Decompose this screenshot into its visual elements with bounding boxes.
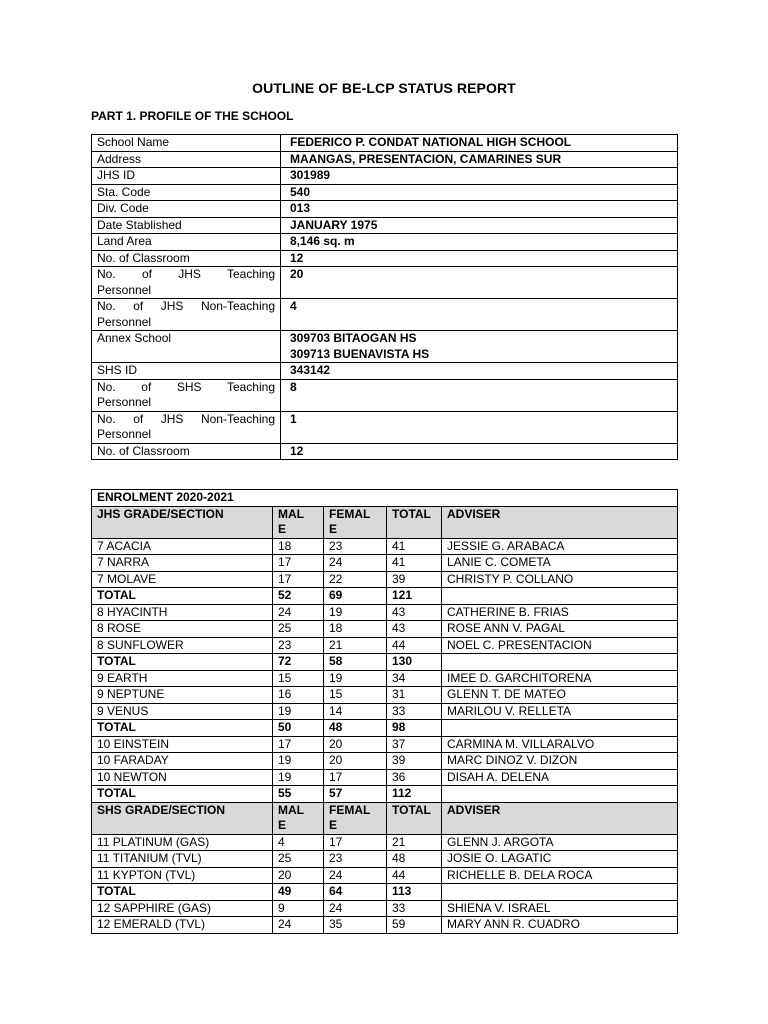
cell-male: 25 — [273, 621, 324, 638]
header-female — [324, 802, 387, 834]
cell-section: 7 MOLAVE — [92, 571, 273, 588]
cell-section: 9 NEPTUNE — [92, 687, 273, 704]
table-row — [92, 900, 678, 917]
header-total: TOTAL — [387, 506, 442, 538]
profile-label: School Name — [92, 135, 281, 152]
cell-male: 49 — [273, 884, 324, 901]
profile-value: 1 — [281, 411, 678, 443]
cell-section: 11 TITANIUM (TVL) — [92, 851, 273, 868]
cell-adviser: DISAH A. DELENA — [442, 769, 678, 786]
table-row — [92, 604, 678, 621]
header-female-line1: FEMAL — [329, 506, 371, 521]
cell-male: 52 — [273, 588, 324, 605]
profile-value: 8,146 sq. m — [281, 234, 678, 251]
cell-adviser: CARMINA M. VILLARALVO — [442, 736, 678, 753]
cell-adviser: GLENN J. ARGOTA — [442, 834, 678, 851]
header-female-line2: E — [329, 522, 338, 536]
cell-adviser: CATHERINE B. FRIAS — [442, 604, 678, 621]
header-male-line2: E — [278, 818, 287, 832]
cell-female: 17 — [324, 834, 387, 851]
header-adviser: ADVISER — [442, 506, 678, 538]
profile-row — [92, 267, 678, 299]
cell-total: 33 — [387, 900, 442, 917]
profile-label — [92, 379, 281, 411]
cell-adviser — [442, 884, 678, 901]
profile-row — [92, 151, 678, 168]
profile-label: JHS ID — [92, 168, 281, 185]
cell-section: 12 SAPPHIRE (GAS) — [92, 900, 273, 917]
cell-total: 33 — [387, 703, 442, 720]
cell-female: 19 — [324, 670, 387, 687]
table-row — [92, 670, 678, 687]
cell-total: 37 — [387, 736, 442, 753]
cell-female: 64 — [324, 884, 387, 901]
profile-label-line2: Personnel — [97, 282, 152, 297]
cell-male: 9 — [273, 900, 324, 917]
header-male-line2: E — [278, 522, 287, 536]
cell-male: 24 — [273, 604, 324, 621]
table-row — [92, 637, 678, 654]
header-total: TOTAL — [387, 802, 442, 834]
profile-row — [92, 331, 678, 363]
profile-value: 013 — [281, 201, 678, 218]
cell-male: 50 — [273, 720, 324, 737]
cell-adviser: GLENN T. DE MATEO — [442, 687, 678, 704]
table-row — [92, 917, 678, 934]
cell-female: 24 — [324, 555, 387, 572]
profile-value: 12 — [281, 250, 678, 267]
profile-label: No. of Classroom — [92, 250, 281, 267]
cell-total: 36 — [387, 769, 442, 786]
cell-adviser: CHRISTY P. COLLANO — [442, 571, 678, 588]
cell-adviser: LANIE C. COMETA — [442, 555, 678, 572]
cell-female: 21 — [324, 637, 387, 654]
profile-label: Sta. Code — [92, 184, 281, 201]
cell-adviser: ROSE ANN V. PAGAL — [442, 621, 678, 638]
cell-male: 4 — [273, 834, 324, 851]
cell-adviser: MARILOU V. RELLETA — [442, 703, 678, 720]
table-row — [92, 687, 678, 704]
profile-value: JANUARY 1975 — [281, 217, 678, 234]
header-male — [273, 506, 324, 538]
profile-label: No. of Classroom — [92, 443, 281, 460]
cell-total: 98 — [387, 720, 442, 737]
profile-label-line1: No. of JHS Teaching — [97, 267, 275, 281]
profile-label-line2: Personnel — [97, 427, 152, 441]
cell-female: 58 — [324, 654, 387, 671]
profile-label: Address — [92, 151, 281, 168]
cell-total: 44 — [387, 867, 442, 884]
profile-label — [92, 267, 281, 299]
profile-value: 12 — [281, 443, 678, 460]
profile-label: Annex School — [92, 331, 281, 363]
cell-adviser: NOEL C. PRESENTACION — [442, 637, 678, 654]
cell-adviser: MARY ANN R. CUADRO — [442, 917, 678, 934]
cell-total: 21 — [387, 834, 442, 851]
cell-total: 130 — [387, 654, 442, 671]
enrolment-table — [91, 489, 678, 934]
profile-row — [92, 363, 678, 380]
cell-male: 16 — [273, 687, 324, 704]
profile-label-line2: Personnel — [97, 314, 152, 329]
profile-value: 8 — [281, 379, 678, 411]
cell-total: 59 — [387, 917, 442, 934]
profile-label-line1: No. of SHS Teaching — [97, 379, 275, 394]
profile-label: Div. Code — [92, 201, 281, 218]
cell-male: 23 — [273, 637, 324, 654]
profile-row — [92, 135, 678, 152]
school-profile-table — [91, 134, 678, 460]
profile-value: 343142 — [281, 363, 678, 380]
cell-female: 48 — [324, 720, 387, 737]
cell-female: 15 — [324, 687, 387, 704]
total-row — [92, 588, 678, 605]
table-row — [92, 851, 678, 868]
profile-row — [92, 411, 678, 443]
cell-section: TOTAL — [92, 786, 273, 803]
cell-male: 19 — [273, 769, 324, 786]
total-row — [92, 720, 678, 737]
cell-male: 17 — [273, 555, 324, 572]
cell-total: 39 — [387, 753, 442, 770]
cell-female: 57 — [324, 786, 387, 803]
cell-section: 7 ACACIA — [92, 538, 273, 555]
profile-value: 301989 — [281, 168, 678, 185]
table-row — [92, 834, 678, 851]
cell-adviser — [442, 654, 678, 671]
cell-male: 24 — [273, 917, 324, 934]
profile-row — [92, 299, 678, 331]
cell-section: 9 VENUS — [92, 703, 273, 720]
profile-label: Date Stablished — [92, 217, 281, 234]
table-row — [92, 555, 678, 572]
cell-section: 11 KYPTON (TVL) — [92, 867, 273, 884]
cell-adviser — [442, 588, 678, 605]
header-male-line1: MAL — [278, 802, 304, 817]
cell-total: 44 — [387, 637, 442, 654]
header-female-line2: E — [329, 818, 338, 832]
total-row — [92, 654, 678, 671]
profile-row — [92, 250, 678, 267]
cell-total: 48 — [387, 851, 442, 868]
profile-label-line1: No. of JHS Non-Teaching — [97, 411, 275, 426]
cell-section: TOTAL — [92, 654, 273, 671]
cell-section: 7 NARRA — [92, 555, 273, 572]
total-row — [92, 884, 678, 901]
profile-value: 4 — [281, 299, 678, 331]
profile-label — [92, 299, 281, 331]
table-row — [92, 769, 678, 786]
cell-female: 18 — [324, 621, 387, 638]
table-row — [92, 703, 678, 720]
cell-total: 34 — [387, 670, 442, 687]
cell-section: 10 NEWTON — [92, 769, 273, 786]
profile-row — [92, 234, 678, 251]
cell-adviser: IMEE D. GARCHITORENA — [442, 670, 678, 687]
cell-male: 17 — [273, 736, 324, 753]
profile-value: MAANGAS, PRESENTACION, CAMARINES SUR — [281, 151, 678, 168]
profile-value: FEDERICO P. CONDAT NATIONAL HIGH SCHOOL — [281, 135, 678, 152]
enrolment-title: ENROLMENT 2020-2021 — [92, 490, 678, 507]
cell-total: 43 — [387, 604, 442, 621]
cell-female: 35 — [324, 917, 387, 934]
cell-adviser — [442, 720, 678, 737]
profile-label — [92, 411, 281, 443]
table-row — [92, 538, 678, 555]
header-section: JHS GRADE/SECTION — [92, 506, 273, 538]
table-row — [92, 753, 678, 770]
cell-total: 39 — [387, 571, 442, 588]
cell-female: 24 — [324, 900, 387, 917]
cell-male: 55 — [273, 786, 324, 803]
document-title: OUTLINE OF BE-LCP STATUS REPORT — [252, 80, 516, 96]
cell-section: 10 FARADAY — [92, 753, 273, 770]
cell-adviser: MARC DINOZ V. DIZON — [442, 753, 678, 770]
cell-female: 14 — [324, 703, 387, 720]
profile-row — [92, 379, 678, 411]
cell-total: 113 — [387, 884, 442, 901]
cell-total: 31 — [387, 687, 442, 704]
part-title: PART 1. PROFILE OF THE SCHOOL — [91, 109, 294, 123]
cell-female: 22 — [324, 571, 387, 588]
cell-total: 41 — [387, 538, 442, 555]
profile-value-line2: 309713 BUENAVISTA HS — [290, 346, 430, 361]
shs-header-row — [92, 802, 678, 834]
cell-male: 72 — [273, 654, 324, 671]
cell-section: 8 SUNFLOWER — [92, 637, 273, 654]
header-female — [324, 506, 387, 538]
cell-section: 8 ROSE — [92, 621, 273, 638]
profile-label-line2: Personnel — [97, 395, 152, 409]
cell-total: 121 — [387, 588, 442, 605]
cell-section: 10 EINSTEIN — [92, 736, 273, 753]
header-female-line1: FEMAL — [329, 802, 371, 817]
profile-row — [92, 217, 678, 234]
cell-section: TOTAL — [92, 720, 273, 737]
cell-female: 23 — [324, 538, 387, 555]
cell-adviser — [442, 786, 678, 803]
jhs-header-row — [92, 506, 678, 538]
profile-row — [92, 168, 678, 185]
cell-male: 18 — [273, 538, 324, 555]
cell-female: 20 — [324, 753, 387, 770]
total-row — [92, 786, 678, 803]
profile-value: 20 — [281, 267, 678, 299]
cell-female: 20 — [324, 736, 387, 753]
cell-adviser: JESSIE G. ARABACA — [442, 538, 678, 555]
cell-female: 69 — [324, 588, 387, 605]
table-row — [92, 621, 678, 638]
cell-male: 17 — [273, 571, 324, 588]
profile-value: 540 — [281, 184, 678, 201]
cell-section: 11 PLATINUM (GAS) — [92, 834, 273, 851]
profile-value-line1: 309703 BITAOGAN HS — [290, 331, 417, 345]
table-row — [92, 736, 678, 753]
cell-section: TOTAL — [92, 588, 273, 605]
cell-adviser: RICHELLE B. DELA ROCA — [442, 867, 678, 884]
cell-female: 19 — [324, 604, 387, 621]
table-row — [92, 867, 678, 884]
header-male — [273, 802, 324, 834]
profile-label: Land Area — [92, 234, 281, 251]
cell-male: 15 — [273, 670, 324, 687]
profile-row — [92, 184, 678, 201]
profile-label: SHS ID — [92, 363, 281, 380]
cell-adviser: JOSIE O. LAGATIC — [442, 851, 678, 868]
cell-section: TOTAL — [92, 884, 273, 901]
cell-male: 19 — [273, 753, 324, 770]
cell-female: 17 — [324, 769, 387, 786]
cell-section: 8 HYACINTH — [92, 604, 273, 621]
cell-adviser: SHIENA V. ISRAEL — [442, 900, 678, 917]
profile-value — [281, 331, 678, 363]
header-male-line1: MAL — [278, 506, 304, 521]
enrolment-title-row — [92, 490, 678, 507]
cell-male: 25 — [273, 851, 324, 868]
cell-male: 20 — [273, 867, 324, 884]
profile-row — [92, 201, 678, 218]
cell-section: 9 EARTH — [92, 670, 273, 687]
cell-total: 43 — [387, 621, 442, 638]
profile-row — [92, 443, 678, 460]
header-section: SHS GRADE/SECTION — [92, 802, 273, 834]
cell-total: 41 — [387, 555, 442, 572]
header-adviser: ADVISER — [442, 802, 678, 834]
cell-total: 112 — [387, 786, 442, 803]
cell-female: 23 — [324, 851, 387, 868]
profile-label-line1: No. of JHS Non-Teaching — [97, 299, 275, 313]
cell-male: 19 — [273, 703, 324, 720]
cell-section: 12 EMERALD (TVL) — [92, 917, 273, 934]
cell-female: 24 — [324, 867, 387, 884]
table-row — [92, 571, 678, 588]
